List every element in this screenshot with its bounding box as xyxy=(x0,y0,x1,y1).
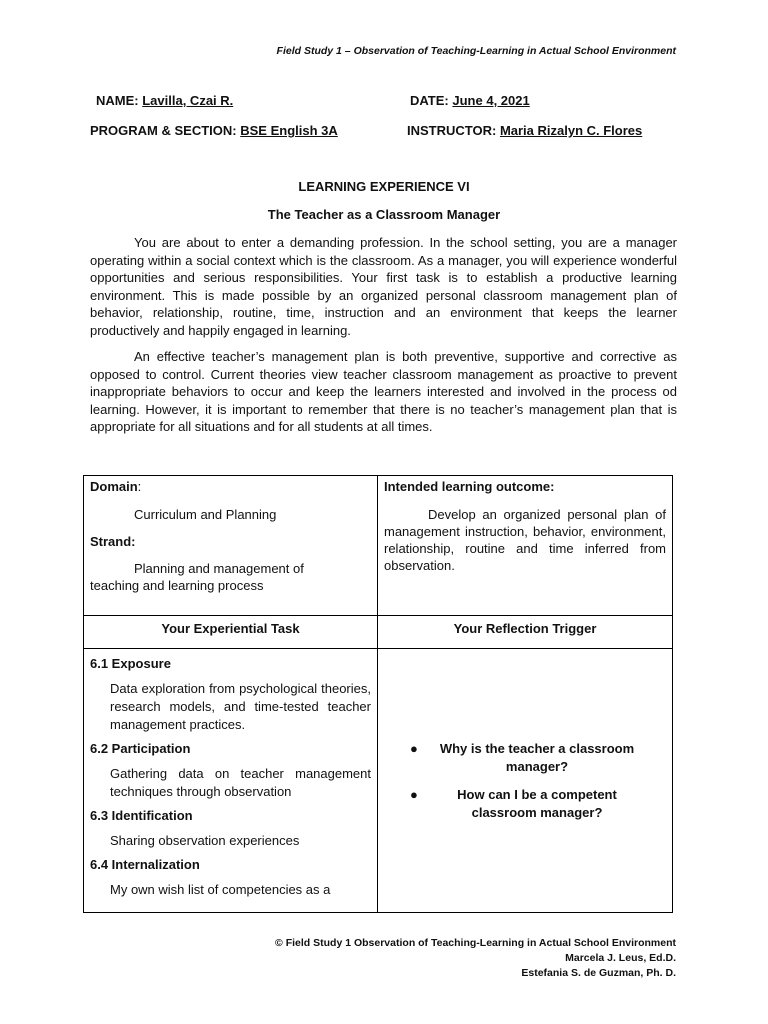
date-field xyxy=(410,93,530,108)
page-footer xyxy=(275,936,676,981)
footer-author-1: Marcela J. Leus, Ed.D. xyxy=(565,952,676,964)
task-heading: 6.4 Internalization xyxy=(90,857,200,872)
instructor-label: INSTRUCTOR: xyxy=(407,123,497,138)
bullet-icon: ● xyxy=(410,786,418,802)
trigger-item xyxy=(410,740,640,776)
domain-cell xyxy=(84,476,378,616)
task-header: Your Experiential Task xyxy=(84,616,378,649)
instructor-value: Maria Rizalyn C. Flores xyxy=(499,123,643,138)
date-value: June 4, 2021 xyxy=(452,93,530,108)
outcome-cell xyxy=(378,476,673,616)
domain-row xyxy=(84,476,673,616)
learning-table xyxy=(83,475,673,913)
header-row xyxy=(84,616,673,649)
trigger-cell xyxy=(378,649,673,913)
running-header: Field Study 1 – Observation of Teaching-Learning in Actual School Environment xyxy=(276,45,676,57)
footer-copyright: © Field Study 1 Observation of Teaching-Learning in Actual School Environment xyxy=(275,937,676,949)
trigger-item xyxy=(410,786,640,822)
trigger-question: How can I be a competent classroom manager? xyxy=(457,786,617,820)
domain-value: Curriculum and Planning xyxy=(134,507,277,522)
name-label: NAME: xyxy=(96,93,139,108)
domain-colon: : xyxy=(137,479,142,494)
date-label: DATE: xyxy=(410,93,449,108)
intro-paragraph: You are about to enter a demanding profession. In the school setting, you are a manager operating within a social context which is the classroom. As a manager, you will experience wonderful opportunities and serious responsibilities. Your first task is to establish a productive learning environment. This is made possible by an organized personal classroom management plan of behavior, relationship, routine, time, instruction and an environment that keeps the learner productively and happily engaged in learning. xyxy=(90,235,677,338)
program-value: BSE English 3A xyxy=(240,123,338,138)
task-text: My own wish list of competencies as a xyxy=(110,882,331,897)
task-text: Sharing observation experiences xyxy=(110,833,300,848)
task-text: Data exploration from psychological theories, research models, and time-tested teacher management practices. xyxy=(110,681,371,732)
content-row xyxy=(84,649,673,913)
name-value: Lavilla, Czai R. xyxy=(142,93,234,108)
instructor-field xyxy=(407,123,642,138)
page-title: LEARNING EXPERIENCE VI xyxy=(298,179,470,194)
program-label: PROGRAM & SECTION: xyxy=(90,123,237,138)
strand-label: Strand: xyxy=(90,534,136,549)
program-field xyxy=(90,123,338,138)
trigger-question: Why is the teacher a classroom manager? xyxy=(439,740,635,774)
task-heading: 6.2 Participation xyxy=(90,741,191,756)
outcome-value: Develop an organized personal plan of management instruction, behavior, environment, relationship, routine and time inferred from observation. xyxy=(384,507,666,573)
page-subtitle: The Teacher as a Classroom Manager xyxy=(267,207,501,222)
strand-value: Planning and management of teaching and learning process xyxy=(90,561,304,593)
task-heading: 6.1 Exposure xyxy=(90,656,171,671)
bullet-icon: ● xyxy=(410,740,418,756)
task-heading: 6.3 Identification xyxy=(90,808,193,823)
domain-label: Domain xyxy=(90,479,138,494)
plan-paragraph: An effective teacher’s management plan is both preventive, supportive and corrective as opposed to control. Current theories view teacher classroom management as proactive to prevent inappropriate behaviors to occur and keep the learners interested and involved in the process od learning. However, it is important to remember that there is no teacher’s management plan that is appropriate for all situations and for all students at all times. xyxy=(90,349,677,434)
outcome-label: Intended learning outcome: xyxy=(384,479,555,494)
task-text: Gathering data on teacher management techniques through observation xyxy=(110,766,371,799)
trigger-header: Your Reflection Trigger xyxy=(378,616,673,649)
task-cell xyxy=(84,649,378,913)
name-field xyxy=(96,93,233,108)
footer-author-2: Estefania S. de Guzman, Ph. D. xyxy=(521,967,676,979)
